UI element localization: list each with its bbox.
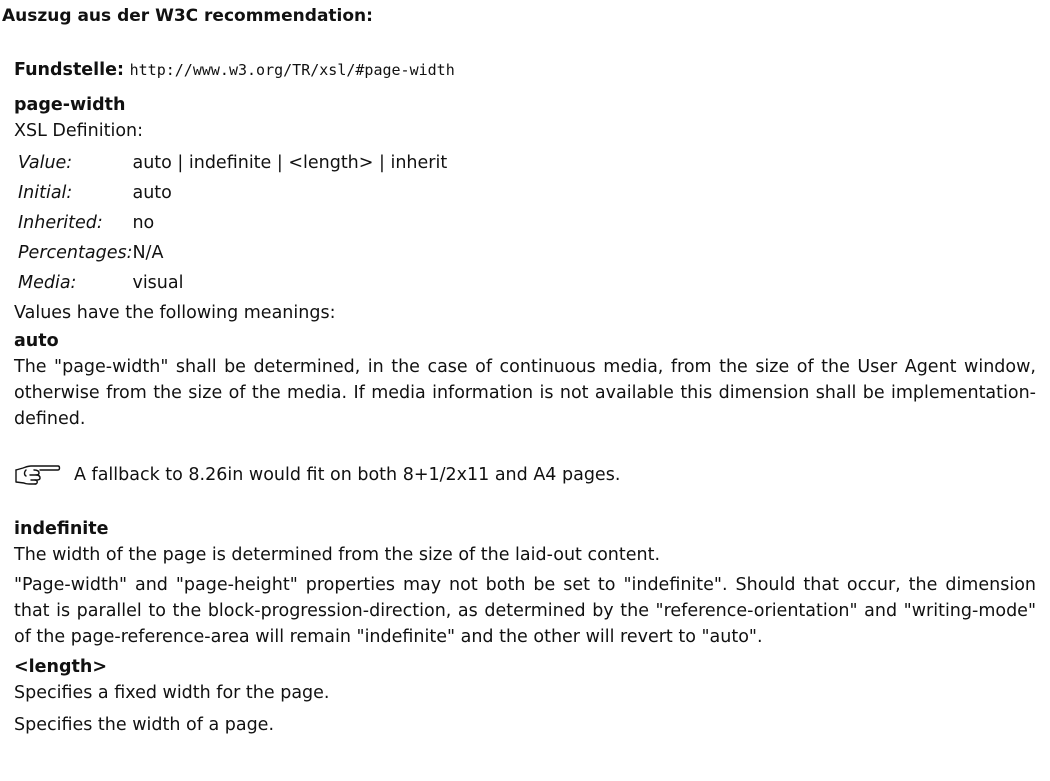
page-heading: Auszug aus der W3C recommendation: [2,6,373,26]
row-key: Initial: [18,183,73,203]
term-length: <length> [14,657,108,677]
implementation-note [14,462,1036,488]
source-url: http://www.w3.org/TR/xsl/#page-width [129,61,455,79]
note-text: A fallback to 8.26in would fit on both 8+1/2x11 and A4 pages. [74,465,621,485]
xsl-definition-label: XSL Definition: [14,121,144,141]
document-body [14,58,1036,738]
source-label: Fundstelle: [14,60,125,80]
pointing-hand-icon [14,462,62,488]
summary-text: Specifies the width of a page. [14,715,275,735]
row-value: visual [132,273,184,293]
row-value: auto | indefinite | <length> | inherit [132,153,448,173]
row-key: Percentages: [18,243,133,263]
term-indefinite: indefinite [14,519,109,539]
row-key: Inherited: [18,213,103,233]
term-auto: auto [14,331,59,351]
table-row [18,178,447,208]
table-row [18,268,447,298]
source-reference [14,58,1036,82]
table-row [18,208,447,238]
row-value: N/A [132,243,164,263]
property-definition-table [18,148,447,298]
indefinite-detail: "Page-width" and "page-height" properties may not both be set to "indefinite". Should that occur, the dimension that is parallel to the block-progression-direction, as determined by the "reference-orientation" and "writing-mode" of the page-reference-area will remain "indefinite" and the other will revert to "auto". [14,575,1036,647]
table-row [18,238,447,268]
row-value: auto [132,183,172,203]
indefinite-description: The width of the page is determined from the size of the laid-out content. [14,545,661,565]
table-row [18,148,447,178]
row-key: Media: [18,273,77,293]
property-name: page-width [14,95,126,115]
length-description: Specifies a fixed width for the page. [14,683,330,703]
row-key: Value: [18,153,73,173]
row-value: no [132,213,155,233]
meanings-intro: Values have the following meanings: [14,303,336,323]
auto-description: The "page-width" shall be determined, in the case of continuous media, from the size of the User Agent window, otherwise from the size of the media. If media information is not available this dimension shall be implementation-defined. [14,357,1036,429]
